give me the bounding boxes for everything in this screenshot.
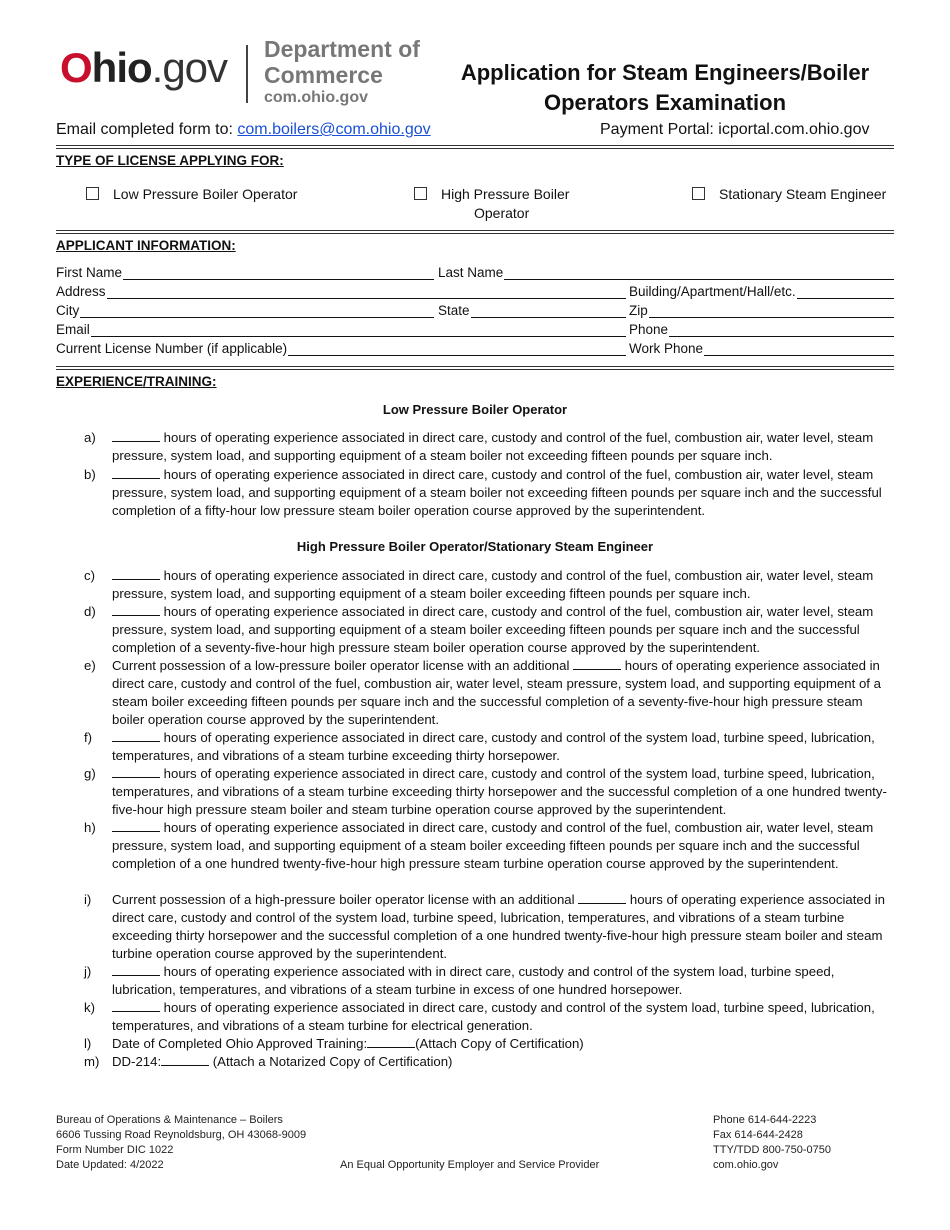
first-name-line[interactable]: [123, 267, 434, 280]
item-text: Current possession of a low-pressure boiler operator license with an additional: [112, 658, 574, 673]
license-number-line[interactable]: [288, 343, 626, 356]
hours-blank-j[interactable]: [112, 963, 160, 976]
checkbox-stationary[interactable]: [692, 187, 705, 200]
item-text: hours of operating experience associated in direct care, custody and control of the fuel, combustion air, water level, steam pressure, system load, and supporting equipment of a steam boiler exceeding fifteen pounds per square inch and the successful completion of a one hundred twenty-five-hour high pressure steam turbine operation course approved by the superintendent.: [112, 820, 874, 871]
address-field[interactable]: [56, 284, 626, 299]
footer-tty: TTY/TDD 800-750-0750: [713, 1144, 831, 1156]
logo-hio: hio: [91, 44, 152, 91]
email-field[interactable]: [56, 322, 626, 337]
footer-bureau: Bureau of Operations & Maintenance – Boilers: [56, 1114, 283, 1126]
work-phone-field[interactable]: [629, 341, 894, 356]
hours-blank-k[interactable]: [112, 999, 160, 1012]
dept-line2: Commerce: [264, 62, 383, 88]
hours-blank-f[interactable]: [112, 729, 160, 742]
item-a: [84, 429, 894, 465]
email-field-label: Email: [56, 322, 90, 337]
title-line2: Operators Examination: [543, 90, 787, 115]
footer-equal-opportunity: An Equal Opportunity Employer and Service Provider: [340, 1159, 600, 1171]
footer-right: [713, 1113, 831, 1173]
item-letter: f): [84, 730, 93, 745]
item-text: hours of operating experience associated in direct care, custody and control of the fuel, combustion air, water level, steam pressure, system load, and supporting equipment of a steam boiler not exceeding fifteen pounds per square inch.: [112, 430, 874, 463]
item-letter: h): [84, 820, 96, 835]
item-letter: m): [84, 1054, 100, 1069]
item-text: hours of operating experience associated in direct care, custody and control of the system load, turbine speed, lubrication, temperatures, and vibrations of a steam turbine exceeding thirty horsepower.: [112, 730, 875, 763]
item-m: [84, 1053, 894, 1071]
item-c: [84, 567, 894, 603]
footer-date-updated: Date Updated: 4/2022: [56, 1159, 164, 1171]
label-stationary: Stationary Steam Engineer: [719, 186, 887, 202]
phone-label: Phone: [629, 322, 669, 337]
building-line[interactable]: [797, 286, 894, 299]
license-number-label: Current License Number (if applicable): [56, 341, 288, 356]
footer-fax: Fax 614-644-2428: [713, 1129, 803, 1141]
item-text: hours of operating experience associated in direct care, custody and control of the fuel, combustion air, water level, steam pressure, system load, and supporting equipment of a steam boiler not exceeding fifteen pounds per square inch and the successful completion of a fifty-hour low pressure steam boiler operation course approved by the superintendent.: [112, 467, 882, 518]
footer-website: com.ohio.gov: [713, 1159, 779, 1171]
item-e: [84, 657, 894, 729]
dept-line3: com.ohio.gov: [264, 89, 368, 106]
item-letter: i): [84, 892, 92, 907]
item-text: Date of Completed Ohio Approved Training:: [112, 1036, 368, 1051]
building-field[interactable]: [629, 284, 894, 299]
item-l: [84, 1035, 894, 1053]
item-text: hours of operating experience associated in direct care, custody and control of the fuel, combustion air, water level, steam pressure, system load, and supporting equipment of a steam boiler exceeding fifteen pounds per square inch and the successful completion of a seventy-five-hour high pressure steam boiler operation course approved by the superintendent.: [112, 604, 874, 655]
training-date-blank[interactable]: [367, 1035, 415, 1048]
page-title: [430, 58, 900, 118]
email-line: [56, 121, 431, 139]
divider-rule: [56, 230, 894, 234]
city-field[interactable]: [56, 303, 434, 318]
hours-blank-d[interactable]: [112, 603, 160, 616]
high-pressure-heading: High Pressure Boiler Operator/Stationary Steam Engineer: [296, 539, 654, 554]
item-text: hours of operating experience associated in direct care, custody and control of the system load, turbine speed, lubrication, temperatures, and vibrations of a steam turbine exceeding thirty horsepower and the successful completion of a one hundred twenty-five-hour high pressure steam boiler and steam turbine operation course approved by the superintendent.: [112, 766, 887, 817]
item-d: [84, 603, 894, 657]
divider-rule: [56, 145, 894, 149]
item-letter: a): [84, 430, 96, 445]
item-text: hours of operating experience associated in direct care, custody and control of the system load, turbine speed, lubrication, temperatures, and vibrations of a steam turbine for electrical generation.: [112, 1000, 875, 1033]
ohio-gov-logo: [60, 44, 227, 92]
footer-address: 6606 Tussing Road Reynoldsburg, OH 43068-9009: [56, 1129, 307, 1141]
applicant-heading: APPLICANT INFORMATION:: [56, 238, 236, 253]
item-letter: g): [84, 766, 96, 781]
hours-blank-i[interactable]: [578, 891, 626, 904]
work-phone-label: Work Phone: [629, 341, 704, 356]
email-label: Email completed form to:: [56, 121, 238, 138]
address-line[interactable]: [107, 286, 626, 299]
label-low: Low Pressure Boiler Operator: [113, 186, 298, 202]
state-label: State: [438, 303, 470, 318]
phone-field[interactable]: [629, 322, 894, 337]
dd214-blank[interactable]: [161, 1053, 209, 1066]
footer-form-number: Form Number DIC 1022: [56, 1144, 174, 1156]
logo-o: O: [60, 44, 92, 91]
item-letter: j): [84, 964, 92, 979]
dept-line1: Department of: [264, 36, 420, 62]
hours-blank-c[interactable]: [112, 567, 160, 580]
hours-blank-g[interactable]: [112, 765, 160, 778]
first-name-field[interactable]: [56, 265, 434, 280]
city-line[interactable]: [80, 305, 434, 318]
last-name-label: Last Name: [438, 265, 504, 280]
building-label: Building/Apartment/Hall/etc.: [629, 284, 796, 299]
item-f: [84, 729, 894, 765]
item-i: [84, 891, 894, 963]
item-text: (Attach a Notarized Copy of Certification): [209, 1054, 453, 1069]
department-logo: [264, 36, 420, 108]
label-high-cont: Operator: [474, 205, 530, 221]
item-letter: d): [84, 604, 96, 619]
label-high: High Pressure Boiler: [441, 186, 570, 202]
item-text: hours of operating experience associated in direct care, custody and control of the fuel, combustion air, water level, steam pressure, system load, and supporting equipment of a steam boiler exceeding fifteen pounds per square inch.: [112, 568, 874, 601]
license-heading: TYPE OF LICENSE APPLYING FOR:: [56, 153, 284, 168]
item-text: (Attach Copy of Certification): [415, 1036, 584, 1051]
item-g: [84, 765, 894, 819]
title-line1: Application for Steam Engineers/Boiler: [460, 60, 870, 85]
city-label: City: [56, 303, 80, 318]
item-h: [84, 819, 894, 873]
payment-portal: Payment Portal: icportal.com.ohio.gov: [600, 121, 870, 138]
item-k: [84, 999, 894, 1035]
work-phone-line[interactable]: [704, 343, 894, 356]
license-number-field[interactable]: [56, 341, 626, 356]
hours-blank-e[interactable]: [573, 657, 621, 670]
hours-blank-a[interactable]: [112, 429, 160, 442]
item-letter: l): [84, 1036, 92, 1051]
hours-blank-b[interactable]: [112, 466, 160, 479]
license-option-low[interactable]: [86, 186, 297, 202]
item-letter: e): [84, 658, 96, 673]
state-line[interactable]: [471, 305, 626, 318]
checkbox-low[interactable]: [86, 187, 99, 200]
item-letter: b): [84, 467, 96, 482]
phone-line[interactable]: [669, 324, 894, 337]
last-name-field[interactable]: [438, 265, 894, 280]
checkbox-high[interactable]: [414, 187, 427, 200]
license-option-stationary[interactable]: [692, 186, 886, 202]
item-text: DD-214:: [112, 1054, 162, 1069]
item-text: Current possession of a high-pressure boiler operator license with an additional: [112, 892, 579, 907]
email-field-line[interactable]: [91, 324, 626, 337]
footer-left: [56, 1113, 306, 1173]
address-label: Address: [56, 284, 106, 299]
logo-gov: .gov: [151, 44, 228, 91]
item-text: hours of operating experience associated with in direct care, custody and control of the system load, turbine speed, lubrication, temperatures, and vibrations of a steam turbine in excess of one hundred horsepower.: [112, 964, 835, 997]
item-j: [84, 963, 894, 999]
footer-phone: Phone 614-644-2223: [713, 1114, 817, 1126]
item-text: hours of operating experience associated in direct care, custody and control of the system load, turbine speed, lubrication, temperatures, and vibrations of a steam turbine exceeding thirty horsepower and the successful completion of a one hundred twenty-five-hour high pressure steam boiler and steam turbine operation course approved by the superintendent.: [112, 892, 886, 961]
email-link[interactable]: com.boilers@com.ohio.gov: [237, 121, 431, 138]
state-field[interactable]: [438, 303, 626, 318]
zip-label: Zip: [629, 303, 648, 318]
last-name-line[interactable]: [504, 267, 894, 280]
item-b: [84, 466, 894, 520]
item-letter: c): [84, 568, 95, 583]
item-text: hours of operating experience associated in direct care, custody and control of the fuel, combustion air, water level, steam pressure, system load, and supporting equipment of a steam boiler exceeding fifteen pounds per square inch and the successful completion of a seventy-five-hour high pressure steam boiler operation course approved by the superintendent.: [112, 658, 881, 727]
experience-heading: EXPERIENCE/TRAINING:: [56, 374, 217, 389]
item-letter: k): [84, 1000, 95, 1015]
zip-field[interactable]: [629, 303, 894, 318]
logo-divider: [246, 45, 248, 103]
divider-rule: [56, 366, 894, 370]
low-pressure-heading: Low Pressure Boiler Operator: [382, 402, 568, 417]
hours-blank-h[interactable]: [112, 819, 160, 832]
first-name-label: First Name: [56, 265, 123, 280]
license-option-high[interactable]: [414, 186, 569, 202]
zip-line[interactable]: [649, 305, 894, 318]
